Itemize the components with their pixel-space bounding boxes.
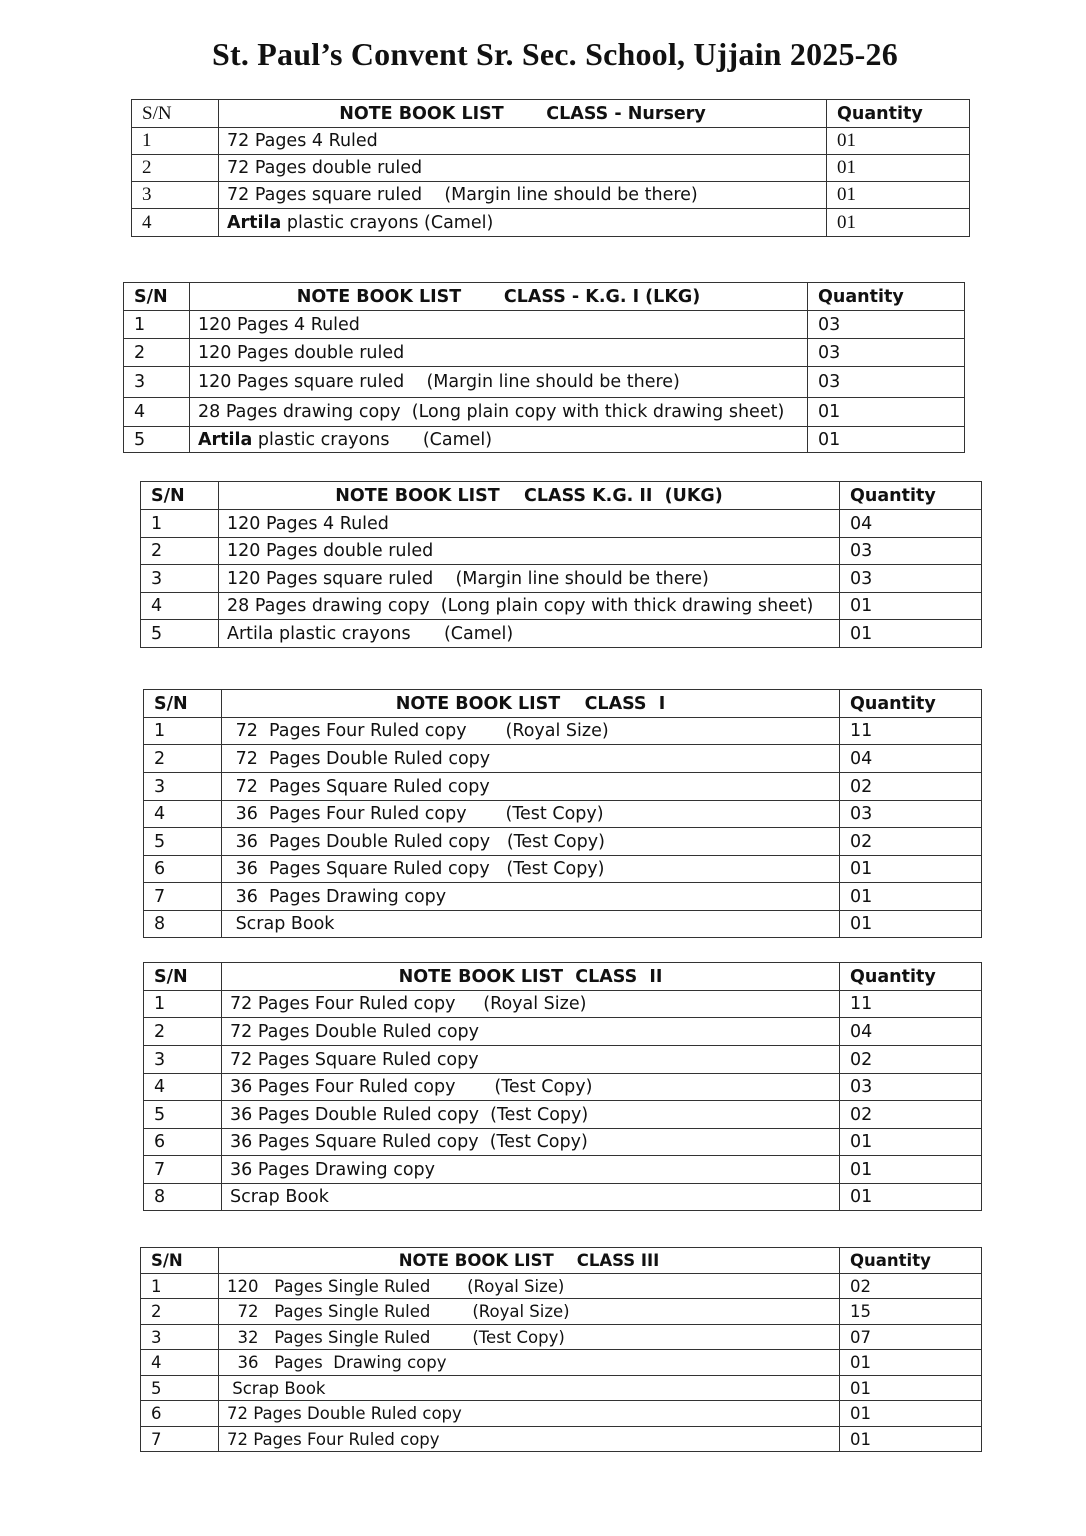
row-sn: 1 (132, 128, 219, 155)
table-row (132, 209, 970, 237)
row-item: 120 Pages double ruled (219, 538, 840, 565)
row-item: 36 Pages Drawing copy (222, 1156, 840, 1184)
row-sn: 5 (141, 620, 219, 648)
row-quantity: 02 (840, 773, 982, 801)
row-sn: 2 (144, 745, 222, 773)
row-item: 120 Pages square ruled (Margin line should be there) (219, 565, 840, 593)
row-item: 36 Pages Four Ruled copy (Test Copy) (222, 1074, 840, 1101)
row-item: 120 Pages double ruled (190, 339, 808, 367)
row-item: 72 Pages square ruled (Margin line should be there) (219, 182, 827, 209)
sn-header: S/N (141, 482, 219, 510)
table-row (144, 718, 982, 745)
row-item (190, 427, 808, 453)
row-quantity: 03 (840, 538, 982, 565)
row-quantity: 01 (840, 1184, 982, 1211)
table-header-row (144, 690, 982, 718)
row-sn: 3 (141, 565, 219, 593)
row-item: 36 Pages Drawing copy (222, 883, 840, 911)
table-row (144, 883, 982, 911)
row-quantity: 11 (840, 991, 982, 1018)
row-item: 72 Pages Double Ruled copy (222, 745, 840, 773)
row-item (219, 209, 827, 237)
quantity-header: Quantity (840, 963, 982, 991)
row-quantity: 01 (827, 128, 970, 155)
row-quantity: 01 (840, 593, 982, 620)
table-row (144, 1046, 982, 1074)
row-sn: 4 (124, 398, 190, 427)
table-row (144, 1074, 982, 1101)
sn-header: S/N (141, 1248, 219, 1274)
row-sn: 3 (132, 182, 219, 209)
table-row (141, 1376, 982, 1401)
row-sn: 2 (141, 1299, 219, 1325)
row-sn: 4 (144, 801, 222, 828)
row-quantity: 03 (840, 1074, 982, 1101)
row-quantity: 03 (840, 565, 982, 593)
row-quantity: 03 (808, 311, 965, 339)
table-row (124, 311, 965, 339)
row-item: 72 Pages Double Ruled copy (219, 1401, 840, 1427)
row-sn: 5 (144, 1101, 222, 1129)
sn-header: S/N (144, 963, 222, 991)
table-row (141, 620, 982, 648)
row-quantity: 11 (840, 718, 982, 745)
row-sn: 5 (124, 427, 190, 453)
table-row (144, 1156, 982, 1184)
row-item: 120 Pages Single Ruled (Royal Size) (219, 1274, 840, 1299)
row-sn: 1 (141, 510, 219, 538)
table-row (144, 1101, 982, 1129)
row-sn: 8 (144, 1184, 222, 1211)
notebook-table-class-1 (143, 689, 982, 938)
sn-header: S/N (144, 690, 222, 718)
table-row (141, 1401, 982, 1427)
row-item: 120 Pages square ruled (Margin line should be there) (190, 367, 808, 398)
row-quantity: 01 (808, 427, 965, 453)
row-quantity: 01 (808, 398, 965, 427)
row-item: 28 Pages drawing copy (Long plain copy with thick drawing sheet) (219, 593, 840, 620)
row-item: 36 Pages Double Ruled copy (Test Copy) (222, 1101, 840, 1129)
table-row (141, 593, 982, 620)
table-row (141, 1274, 982, 1299)
row-item: 72 Pages 4 Ruled (219, 128, 827, 155)
list-header: NOTE BOOK LIST CLASS - Nursery (219, 100, 827, 128)
row-quantity: 04 (840, 1018, 982, 1046)
row-item: Scrap Book (222, 1184, 840, 1211)
brand-name: Artila (227, 212, 282, 233)
row-item: 36 Pages Drawing copy (219, 1350, 840, 1376)
brand-name: Artila (198, 429, 253, 450)
row-quantity: 01 (827, 182, 970, 209)
row-sn: 5 (144, 828, 222, 856)
row-quantity: 03 (840, 801, 982, 828)
row-quantity: 03 (808, 367, 965, 398)
row-sn: 4 (141, 1350, 219, 1376)
sn-header: S/N (132, 100, 219, 128)
row-item: 72 Pages Square Ruled copy (222, 1046, 840, 1074)
row-sn: 5 (141, 1376, 219, 1401)
row-sn: 2 (144, 1018, 222, 1046)
sn-header: S/N (124, 283, 190, 311)
row-item: 72 Pages Four Ruled copy (Royal Size) (222, 718, 840, 745)
row-quantity: 02 (840, 1101, 982, 1129)
table-row (141, 510, 982, 538)
row-sn: 3 (144, 773, 222, 801)
row-quantity: 01 (840, 1350, 982, 1376)
row-item: 72 Pages Double Ruled copy (222, 1018, 840, 1046)
row-quantity: 02 (840, 1046, 982, 1074)
row-sn: 2 (141, 538, 219, 565)
row-quantity: 04 (840, 510, 982, 538)
row-quantity: 01 (840, 883, 982, 911)
table-row (144, 745, 982, 773)
row-item-text: plastic crayons (Camel) (281, 212, 494, 233)
row-sn: 6 (141, 1401, 219, 1427)
table-row (132, 128, 970, 155)
table-row (141, 1325, 982, 1350)
row-quantity: 15 (840, 1299, 982, 1325)
row-sn: 6 (144, 856, 222, 883)
row-quantity: 01 (840, 1376, 982, 1401)
row-item: 72 Pages Four Ruled copy (219, 1427, 840, 1452)
quantity-header: Quantity (808, 283, 965, 311)
row-quantity: 02 (840, 1274, 982, 1299)
row-item: 72 Pages Square Ruled copy (222, 773, 840, 801)
table-header-row (144, 963, 982, 991)
row-sn: 8 (144, 911, 222, 938)
table-row (132, 182, 970, 209)
row-quantity: 07 (840, 1325, 982, 1350)
row-sn: 1 (144, 991, 222, 1018)
row-sn: 6 (144, 1129, 222, 1156)
row-sn: 4 (132, 209, 219, 237)
list-header: NOTE BOOK LIST CLASS K.G. II (UKG) (219, 482, 840, 510)
row-quantity: 01 (840, 1401, 982, 1427)
row-item: 36 Pages Square Ruled copy (Test Copy) (222, 856, 840, 883)
row-item: 72 Pages Four Ruled copy (Royal Size) (222, 991, 840, 1018)
page-title: St. Paul’s Convent Sr. Sec. School, Ujjain 2025-26 (212, 36, 898, 72)
table-row (124, 367, 965, 398)
row-item: 28 Pages drawing copy (Long plain copy with thick drawing sheet) (190, 398, 808, 427)
row-sn: 3 (124, 367, 190, 398)
row-item: 120 Pages 4 Ruled (190, 311, 808, 339)
row-sn: 4 (141, 593, 219, 620)
row-sn: 2 (124, 339, 190, 367)
row-sn: 1 (144, 718, 222, 745)
quantity-header: Quantity (840, 690, 982, 718)
table-row (141, 1350, 982, 1376)
quantity-header: Quantity (840, 1248, 982, 1274)
table-row (141, 1427, 982, 1452)
row-quantity: 01 (840, 1129, 982, 1156)
row-sn: 3 (144, 1046, 222, 1074)
row-sn: 7 (144, 883, 222, 911)
row-item: 72 Pages double ruled (219, 155, 827, 182)
list-header: NOTE BOOK LIST CLASS III (219, 1248, 840, 1274)
quantity-header: Quantity (827, 100, 970, 128)
row-item-text: plastic crayons (Camel) (252, 429, 493, 450)
table-row (144, 1184, 982, 1211)
table-row (144, 911, 982, 938)
row-quantity: 01 (840, 1156, 982, 1184)
row-item: 36 Pages Four Ruled copy (Test Copy) (222, 801, 840, 828)
table-header-row (141, 482, 982, 510)
notebook-table-ukg (140, 481, 982, 648)
notebook-table-lkg (123, 282, 965, 453)
row-quantity: 03 (808, 339, 965, 367)
row-sn: 2 (132, 155, 219, 182)
row-item: 32 Pages Single Ruled (Test Copy) (219, 1325, 840, 1350)
list-header: NOTE BOOK LIST CLASS I (222, 690, 840, 718)
row-quantity: 02 (840, 828, 982, 856)
row-item: Scrap Book (219, 1376, 840, 1401)
table-row (144, 828, 982, 856)
table-row (132, 155, 970, 182)
row-quantity: 01 (840, 911, 982, 938)
row-item: Scrap Book (222, 911, 840, 938)
row-sn: 1 (124, 311, 190, 339)
table-row (144, 1129, 982, 1156)
row-sn: 7 (144, 1156, 222, 1184)
row-quantity: 01 (840, 620, 982, 648)
table-header-row (132, 100, 970, 128)
row-sn: 4 (144, 1074, 222, 1101)
quantity-header: Quantity (840, 482, 982, 510)
notebook-table-class-2 (143, 962, 982, 1211)
table-row (144, 856, 982, 883)
row-quantity: 04 (840, 745, 982, 773)
table-row (144, 1018, 982, 1046)
list-header: NOTE BOOK LIST CLASS II (222, 963, 840, 991)
row-quantity: 01 (840, 1427, 982, 1452)
row-quantity: 01 (827, 209, 970, 237)
table-row (124, 398, 965, 427)
row-item: 36 Pages Double Ruled copy (Test Copy) (222, 828, 840, 856)
table-row (144, 991, 982, 1018)
row-item: Artila plastic crayons (Camel) (219, 620, 840, 648)
row-quantity: 01 (840, 856, 982, 883)
table-row (141, 1299, 982, 1325)
row-item: 36 Pages Square Ruled copy (Test Copy) (222, 1129, 840, 1156)
table-row (124, 427, 965, 453)
row-item: 72 Pages Single Ruled (Royal Size) (219, 1299, 840, 1325)
row-item: 120 Pages 4 Ruled (219, 510, 840, 538)
row-sn: 3 (141, 1325, 219, 1350)
notebook-table-class-3 (140, 1247, 982, 1452)
table-row (141, 538, 982, 565)
row-sn: 1 (141, 1274, 219, 1299)
table-row (144, 801, 982, 828)
table-row (141, 565, 982, 593)
row-sn: 7 (141, 1427, 219, 1452)
table-header-row (124, 283, 965, 311)
table-header-row (141, 1248, 982, 1274)
table-row (144, 773, 982, 801)
row-quantity: 01 (827, 155, 970, 182)
table-row (124, 339, 965, 367)
notebook-table-nursery (131, 99, 970, 237)
list-header: NOTE BOOK LIST CLASS - K.G. I (LKG) (190, 283, 808, 311)
